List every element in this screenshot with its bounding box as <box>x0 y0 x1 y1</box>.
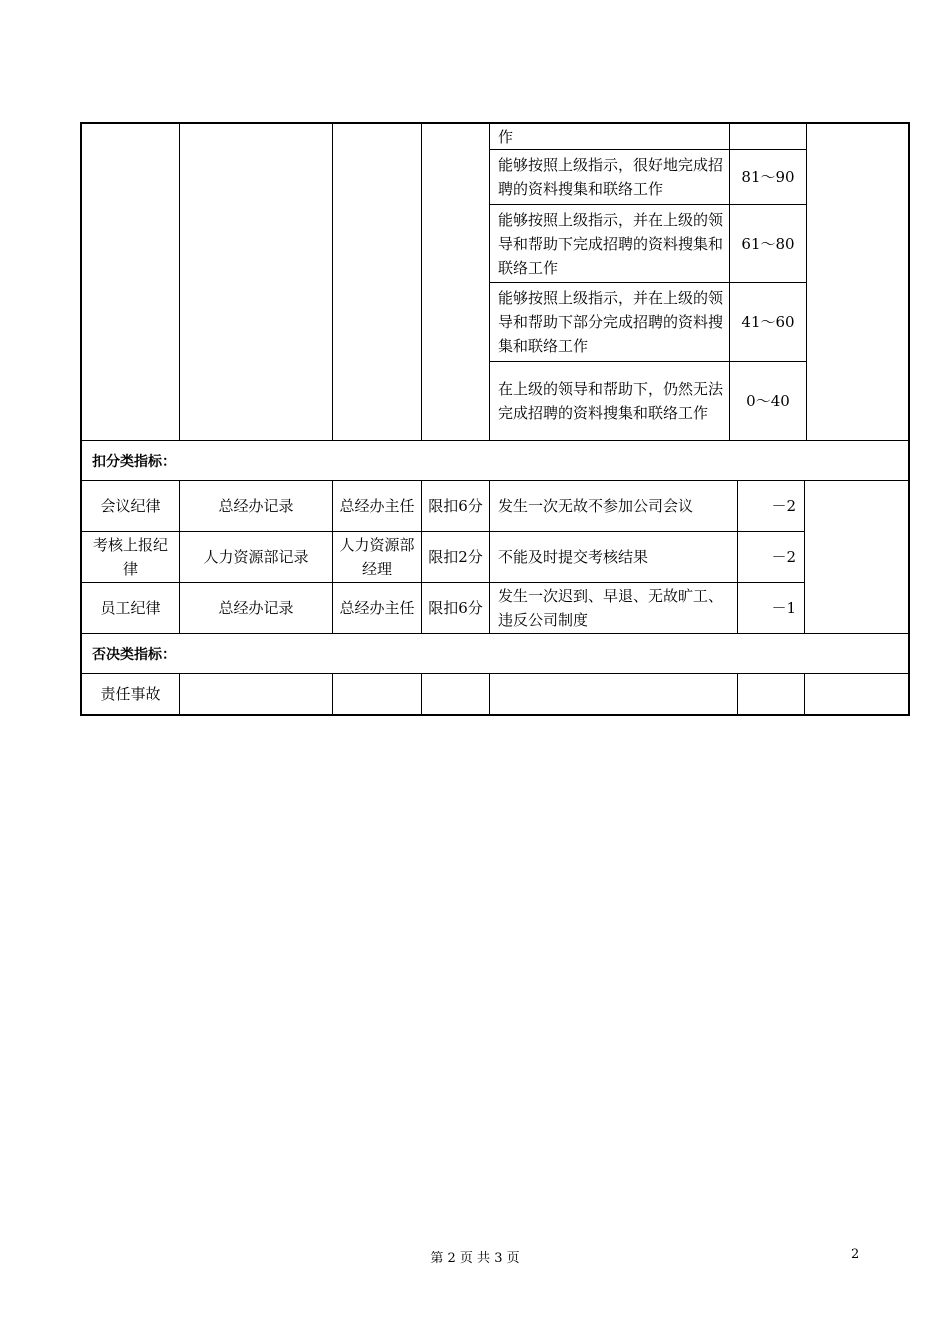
deduction-limit: 限扣2分 <box>422 532 490 583</box>
assessor: 总经办主任 <box>333 583 422 634</box>
deduction-limit: 限扣6分 <box>422 481 490 532</box>
top-col-7-empty <box>807 124 908 441</box>
data-source: 总经办记录 <box>180 583 333 634</box>
deduction-desc: 发生一次迟到、早退、无故旷工、违反公司制度 <box>490 583 738 634</box>
veto-col-7-empty <box>805 674 908 714</box>
assessor: 人力资源部经理 <box>333 532 422 583</box>
page-footer: 第 2 页 共 3 页 <box>430 1251 520 1266</box>
deduction-desc: 发生一次无故不参加公司会议 <box>490 481 738 532</box>
indicator-name: 责任事故 <box>82 674 180 714</box>
veto-col-2-empty <box>180 674 333 714</box>
veto-col-5-empty <box>490 674 738 714</box>
veto-col-4-empty <box>422 674 490 714</box>
deduction-score: －2 <box>738 532 805 583</box>
top-col-2-empty <box>180 124 333 441</box>
veto-col-3-empty <box>333 674 422 714</box>
deduction-score: －2 <box>738 481 805 532</box>
criterion-desc: 在上级的领导和帮助下，仍然无法完成招聘的资料搜集和联络工作 <box>490 362 730 441</box>
deduction-limit: 限扣6分 <box>422 583 490 634</box>
indicator-name: 会议纪律 <box>82 481 180 532</box>
criterion-score: 61～80 <box>730 205 807 283</box>
criterion-score: 41～60 <box>730 283 807 362</box>
criterion-desc: 能够按照上级指示，并在上级的领导和帮助下部分完成招聘的资料搜集和联络工作 <box>490 283 730 362</box>
criterion-score <box>730 124 807 150</box>
criterion-desc: 能够按照上级指示，并在上级的领导和帮助下完成招聘的资料搜集和联络工作 <box>490 205 730 283</box>
top-col-3-empty <box>333 124 422 441</box>
top-col-1-empty <box>82 124 180 441</box>
deduction-score: －1 <box>738 583 805 634</box>
assessment-table <box>80 122 910 716</box>
data-source: 总经办记录 <box>180 481 333 532</box>
criterion-desc: 作 <box>490 124 730 150</box>
criterion-score: 81～90 <box>730 150 807 205</box>
criterion-desc: 能够按照上级指示，很好地完成招聘的资料搜集和联络工作 <box>490 150 730 205</box>
veto-section-title: 否决类指标： <box>82 634 908 674</box>
top-col-4-empty <box>422 124 490 441</box>
deduction-remark-empty <box>805 481 908 634</box>
deduction-section-title: 扣分类指标： <box>82 441 908 481</box>
assessor: 总经办主任 <box>333 481 422 532</box>
deduction-desc: 不能及时提交考核结果 <box>490 532 738 583</box>
indicator-name: 员工纪律 <box>82 583 180 634</box>
page-number: 2 <box>851 1247 860 1262</box>
indicator-name: 考核上报纪律 <box>82 532 180 583</box>
veto-col-6-empty <box>738 674 805 714</box>
criterion-score: 0～40 <box>730 362 807 441</box>
data-source: 人力资源部记录 <box>180 532 333 583</box>
